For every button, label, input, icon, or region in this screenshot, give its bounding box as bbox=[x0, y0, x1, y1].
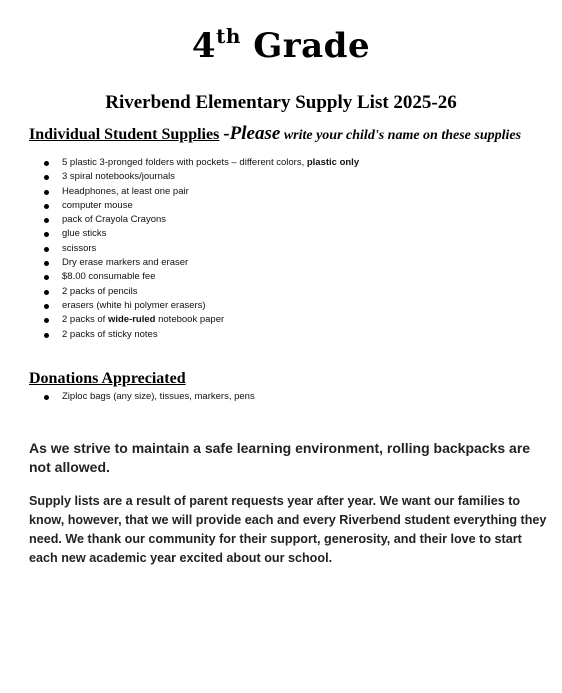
school-supply-list-title: Riverbend Elementary Supply List 2025-26 bbox=[105, 92, 457, 113]
list-item bbox=[0, 299, 359, 313]
supply-lists-paragraph: Supply lists are a result of parent requests year after year. We want our families to know, however, that we will provide each and every Riverbend student everything they need. We thank our community for their support, generosity, and their love to start each new academic year excited about our school. bbox=[29, 494, 547, 565]
list-item-text: wide-ruled bbox=[107, 314, 156, 326]
donations-list bbox=[0, 390, 255, 404]
bullet-icon bbox=[44, 261, 49, 266]
list-item-text: Ziploc bags (any size), tissues, markers, pens bbox=[62, 391, 255, 402]
list-item bbox=[0, 270, 359, 284]
bullet-icon bbox=[44, 333, 49, 338]
list-item-text: $8.00 consumable fee bbox=[62, 271, 156, 283]
bullet-icon bbox=[44, 304, 49, 309]
list-item-text: erasers (white hi polymer erasers) bbox=[62, 299, 206, 311]
bullet-icon bbox=[44, 232, 49, 237]
list-item-text: scissors bbox=[62, 242, 97, 254]
individual-supplies-list bbox=[0, 156, 359, 342]
list-item bbox=[0, 199, 359, 213]
list-item-text: 2 packs of bbox=[62, 314, 108, 326]
list-item bbox=[0, 256, 359, 270]
bullet-icon bbox=[44, 395, 49, 400]
donations-title: Donations Appreciated bbox=[29, 370, 186, 387]
individual-supplies-title: Individual Student Supplies bbox=[29, 126, 220, 143]
list-item bbox=[0, 285, 359, 299]
grade-word: Grade bbox=[253, 26, 371, 66]
list-item bbox=[0, 242, 359, 256]
bullet-icon bbox=[44, 318, 49, 323]
list-item-text: 3 spiral notebooks/journals bbox=[62, 171, 176, 183]
list-item-text: glue sticks bbox=[62, 228, 107, 240]
bullet-icon bbox=[44, 247, 49, 252]
list-item bbox=[0, 390, 255, 404]
list-item-text: computer mouse bbox=[62, 199, 133, 211]
list-item-text: 2 packs of sticky notes bbox=[62, 328, 158, 340]
grade-suffix: th bbox=[216, 24, 241, 48]
name-on-supplies-note: write your child's name on these supplies bbox=[280, 128, 522, 143]
grade-number: 4 bbox=[191, 26, 217, 66]
list-item bbox=[0, 170, 359, 184]
list-item bbox=[0, 213, 359, 227]
bullet-icon bbox=[44, 290, 49, 295]
list-item-text: pack of Crayola Crayons bbox=[62, 214, 167, 226]
rolling-backpacks-notice: As we strive to maintain a safe learning environment, rolling backpacks are not allowed. bbox=[29, 440, 531, 475]
list-item-text: 2 packs of pencils bbox=[62, 285, 138, 297]
bullet-icon bbox=[44, 275, 49, 280]
list-item bbox=[0, 185, 359, 199]
bullet-icon bbox=[44, 204, 49, 209]
bullet-icon bbox=[44, 190, 49, 195]
list-item-text: plastic only bbox=[306, 157, 360, 168]
list-item bbox=[0, 313, 359, 327]
list-item bbox=[0, 156, 359, 170]
bullet-icon bbox=[44, 161, 49, 166]
bullet-icon bbox=[44, 175, 49, 180]
list-item bbox=[0, 328, 359, 342]
donations-heading bbox=[29, 369, 186, 389]
list-item-text: notebook paper bbox=[155, 314, 225, 326]
list-item bbox=[0, 227, 359, 241]
list-item-text: 5 plastic 3-pronged folders with pockets – different colors, bbox=[62, 157, 307, 168]
list-item-text: Headphones, at least one pair bbox=[62, 185, 189, 197]
individual-supplies-heading bbox=[29, 124, 521, 146]
bullet-icon bbox=[44, 218, 49, 223]
grade-title bbox=[0, 26, 562, 66]
list-item-text: Dry erase markers and eraser bbox=[62, 257, 189, 269]
please-note-lead: -Please bbox=[223, 123, 281, 144]
